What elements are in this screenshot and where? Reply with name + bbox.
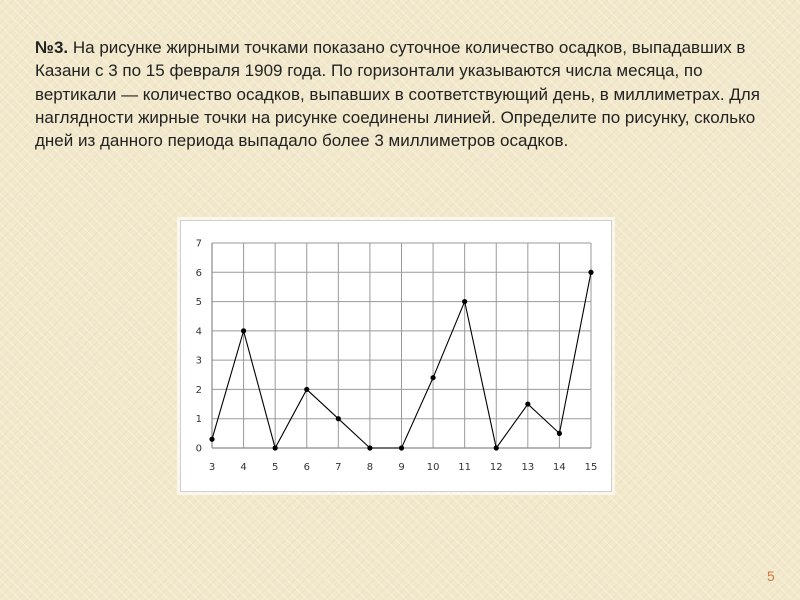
precipitation-chart [180,220,612,492]
problem-statement [35,36,770,152]
x-tick-label: 14 [553,462,566,473]
grid-lines [212,243,591,448]
y-tick-label: 4 [195,326,202,338]
x-tick-label: 9 [398,462,405,473]
page-number: 5 [767,568,775,584]
data-point [241,328,246,333]
x-tick-labels [209,462,598,473]
y-tick-label: 0 [195,443,202,455]
data-point [367,445,372,450]
x-tick-label: 4 [240,462,247,473]
x-tick-label: 6 [303,462,310,473]
data-point [494,445,499,450]
data-point [304,387,309,392]
x-tick-label: 12 [489,462,503,473]
data-point [525,401,530,406]
y-tick-label: 6 [195,267,202,279]
problem-text: На рисунке жирными точками показано суточное количество осадков, выпадавших в Казани с 3 по 15 февраля 1909 года. По горизонтали указываются числа месяца, по вертикали — количество осадков, выпавших в соответствующий день, в миллиметрах. Для наглядности жирные точки на рисунке соединены линией. Определите по рисунку, сколько дней из данного периода выпадало более 3 миллиметров осадков. [35,38,760,151]
data-point [557,431,562,436]
x-tick-label: 7 [335,462,342,473]
data-point [273,445,278,450]
y-tick-label: 3 [195,355,202,367]
y-tick-label: 1 [195,414,202,426]
x-tick-label: 3 [208,462,216,473]
chart-svg [181,221,611,491]
x-tick-label: 5 [271,462,279,473]
y-tick-labels [196,239,202,455]
x-tick-label: 15 [584,462,598,473]
x-tick-label: 10 [426,462,440,473]
problem-number: №3. [35,38,69,57]
data-point [336,416,341,421]
data-point [588,270,593,275]
y-tick-label: 5 [195,297,202,309]
y-tick-label: 2 [195,384,202,396]
data-point [209,437,214,442]
x-tick-label: 8 [366,462,374,473]
data-point [462,299,467,304]
x-tick-label: 11 [458,462,472,473]
data-point [399,445,404,450]
y-tick-label: 7 [195,238,202,250]
x-tick-label: 13 [521,462,535,473]
data-point [430,375,435,380]
